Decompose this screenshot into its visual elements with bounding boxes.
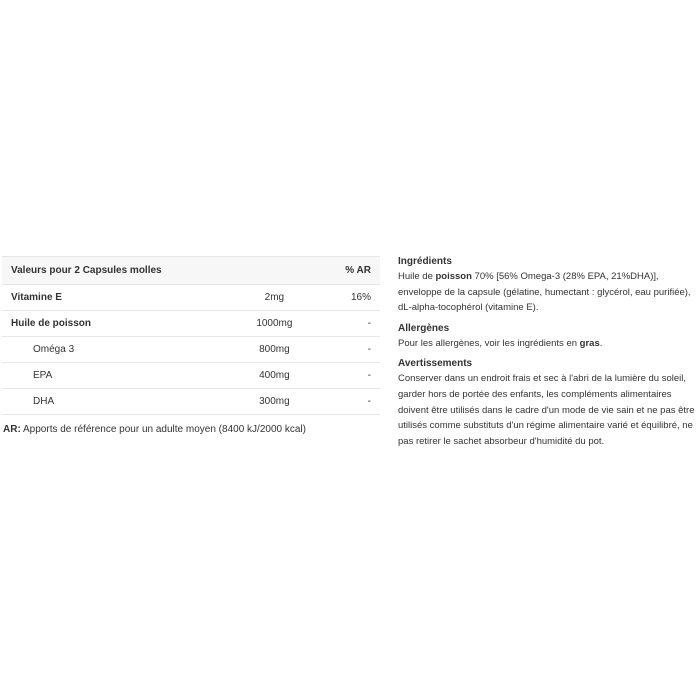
nutrition-table (2, 256, 380, 415)
warnings-section (398, 356, 698, 449)
header-serving: Valeurs pour 2 Capsules molles (2, 257, 236, 285)
allergens-text (398, 336, 698, 352)
ingredients-rest: 70% [56% Omega-3 (28% EPA, 21%DHA)], enveloppe de la capsule (gélatine, humectant : glycérol, eau purifiée), dL-alpha-tocophérol (vitamine E). (398, 271, 691, 314)
table-row (2, 337, 380, 363)
allergens-title: Allergènes (398, 322, 450, 334)
allergens-suffix: . (599, 337, 603, 349)
table-row (2, 389, 380, 415)
row-amount: 1000mg (236, 311, 313, 337)
row-pct: - (313, 337, 380, 363)
row-name-omega-3: Oméga 3 (2, 337, 236, 363)
row-amount: 300mg (236, 389, 313, 415)
ingredients-allergen-word: poisson (435, 271, 472, 282)
ingredients-text (398, 269, 698, 316)
row-amount: 400mg (236, 363, 313, 389)
row-pct: - (313, 389, 380, 415)
row-name-dha: DHA (2, 389, 236, 415)
warnings-title: Avertissements (398, 358, 473, 370)
row-name-epa: EPA (2, 363, 236, 389)
product-info-panel (398, 254, 698, 454)
ingredients-section (398, 254, 698, 316)
table-row (2, 363, 380, 389)
allergens-prefix: Pour les allergènes, voir les ingrédients en (398, 337, 580, 349)
row-amount: 2mg (236, 285, 313, 311)
header-pct-ar: % AR (313, 257, 380, 285)
table-row (2, 311, 380, 337)
header-amount (236, 257, 313, 285)
row-pct: 16% (313, 285, 380, 311)
note-label: AR: (3, 424, 21, 435)
ingredients-title: Ingrédients (398, 256, 452, 267)
allergens-section (398, 321, 698, 352)
table-row (2, 285, 380, 311)
reference-note (2, 424, 380, 435)
table-header-row (2, 257, 380, 285)
ingredients-prefix: Huile de (398, 271, 436, 282)
row-pct: - (313, 363, 380, 389)
row-amount: 800mg (236, 337, 313, 363)
allergens-bold-word: gras (579, 337, 600, 349)
row-name-huile-de-poisson: Huile de poisson (2, 311, 236, 337)
nutrition-panel (2, 256, 380, 435)
warnings-text: Conserver dans un endroit frais et sec à l'abri de la lumière du soleil, garder hors de portée des enfants, les compléments alimentaires doivent être utilisés dans le cadre d'un mode de vie sain et ne pas être utilisés comme substituts d'un régime alimentaire varié et équilibré, ne pas retirer le sachet absorbeur d'humidité du pot. (398, 373, 695, 447)
row-name-vitamine-e: Vitamine E (2, 285, 236, 311)
row-pct: - (313, 311, 380, 337)
note-text: Apports de référence pour un adulte moyen (8400 kJ/2000 kcal) (20, 424, 306, 435)
